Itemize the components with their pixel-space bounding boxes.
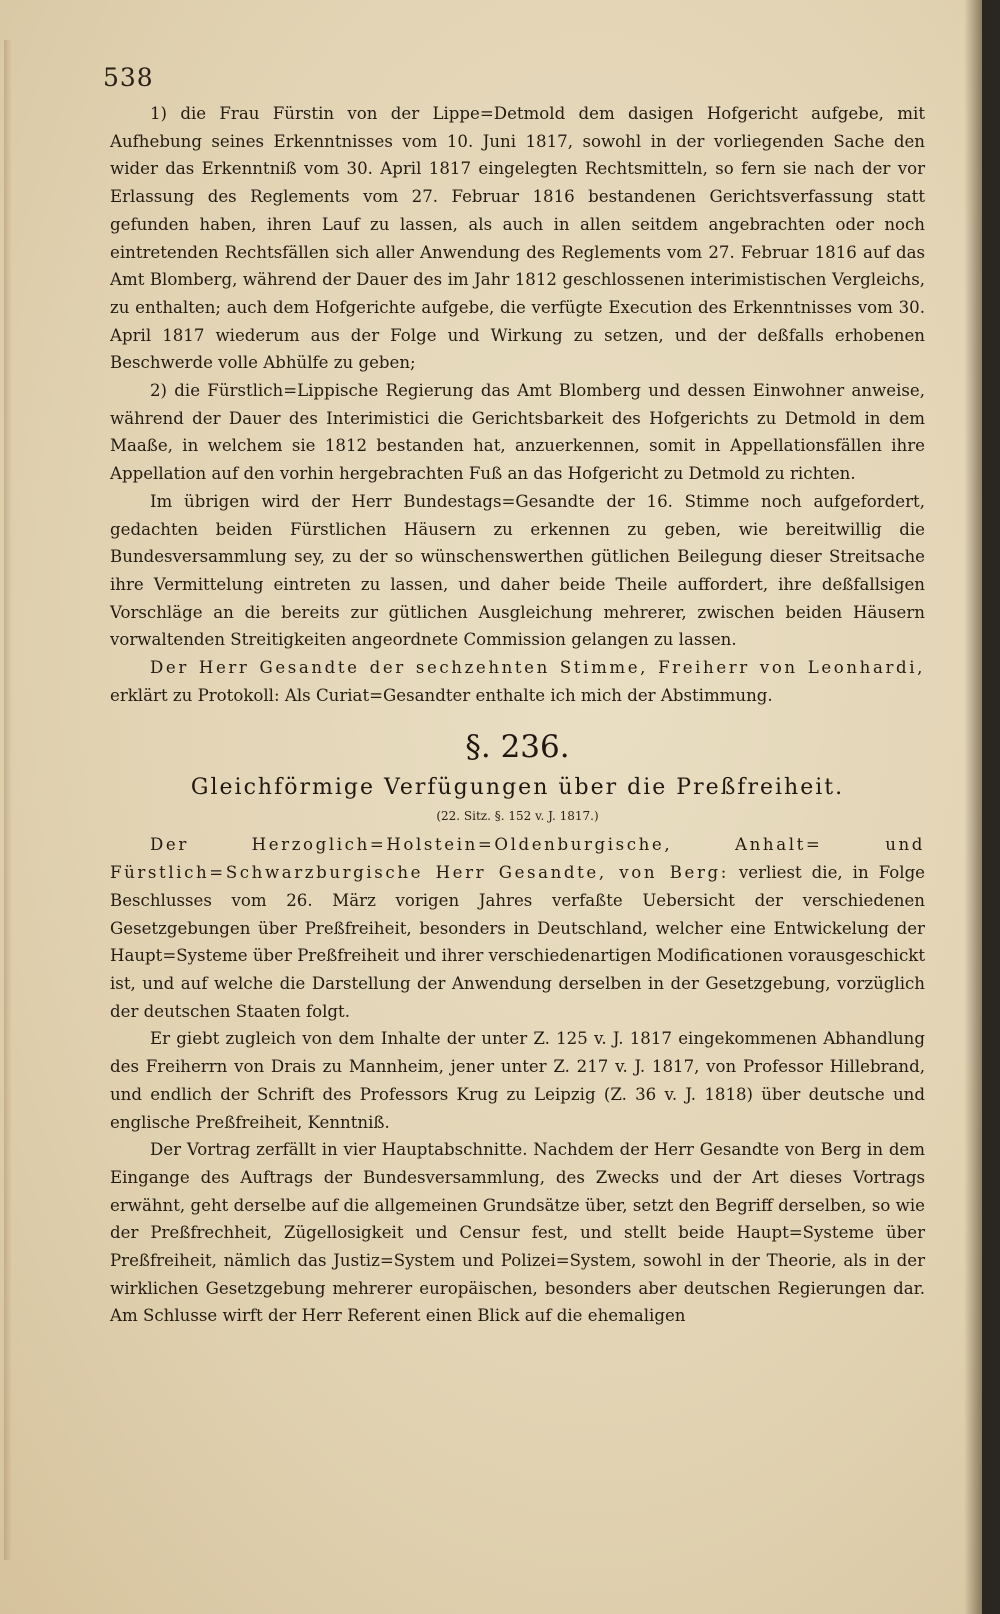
section-paragraph-1-rest: verliest die, in Folge Beschlusses vom 26. März vorigen Jahres verfaßte Uebersicht der verschiedenen Gesetzgebungen über Preßfreiheit, besonders in Deutschland, welcher eine Entwickelung der Haupt=Systeme über Preßfreiheit und ihrer verschiedenartigen Modificationen vorausgeschickt ist, und auf welche die Darstellung der Anwendung derselben in der Gesetzgebung, vorzüglich der deutschen Staaten folgt. <box>110 863 926 1021</box>
page-number: 538 <box>103 63 154 92</box>
text-block <box>110 100 925 1330</box>
section-paragraph-2: Er giebt zugleich von dem Inhalte der unter Z. 125 v. J. 1817 eingekommenen Abhandlung des Freiherrn von Drais zu Mannheim, jener unter Z. 217 v. J. 1817, von Professor Hillebrand, und endlich der Schrift des Professors Krug zu Leipzig (Z. 36 v. J. 1818) über deutsche und englische Preßfreiheit, Kenntniß. <box>110 1029 925 1132</box>
section-paragraph-1-lead: Der Herzoglich=Holstein=Oldenburgische, Anhalt= und Fürstlich=Schwarzburgische Herr Gesandte, von Berg: <box>110 835 925 883</box>
section-title: Gleichförmige Verfügungen über die Preßfreiheit. <box>190 775 845 801</box>
page-foxing <box>4 40 12 1560</box>
paragraph-declaration <box>110 654 925 709</box>
paragraph-resolution: Im übrigen wird der Herr Bundestags=Gesandte der 16. Stimme noch aufgefordert, gedachten beiden Fürstlichen Häusern zu erkennen zu geben, wie bereitwillig die Bundesversammlung sey, zu der so wünschenswerthen gütlichen Beilegung dieser Streitsache ihre Vermittelung eintreten zu lassen, und daher beide Theile auffordert, ihre deßfallsigen Vorschläge an die bereits zur gütlichen Ausgleichung mehrerer, zwischen beiden Häusern vorwaltenden Streitigkeiten angeordnete Commission gelangen zu lassen. <box>110 491 925 650</box>
paragraph-item-1: 1) die Frau Fürstin von der Lippe=Detmold dem dasigen Hofgericht aufgebe, mit Aufhebung seines Erkenntnisses vom 10. Juni 1817, sowohl in der vorliegenden Sache den wider das Erkenntniß vom 30. April 1817 eingelegten Rechtsmitteln, so fern sie nach der vor Erlassung des Reglements vom 27. Februar 1816 bestandenen Gerichtsverfassung statt gefunden haben, ihren Lauf zu lassen, als auch in allen seitdem angebrachten oder noch eintretenden Rechtsfällen sich aller Anwendung des Reglements vom 27. Februar 1816 auf das Amt Blomberg, während der Dauer des im Jahr 1812 geschlossenen interimistischen Vergleichs, zu enthalten; auch dem Hofgerichte aufgebe, die verfügte Execution des Erkenntnisses vom 30. April 1817 wiederum aus der Folge und Wirkung zu setzen, und der deßfalls erhobenen Beschwerde volle Abhülfe zu geben; <box>110 104 925 373</box>
declaration-lead: Der Herr Gesandte der sechzehnten Stimme, Freiherr von Leonhardi, <box>150 658 925 678</box>
declaration-rest: erklärt zu Protokoll: Als Curiat=Gesandter enthalte ich mich der Abstimmung. <box>110 685 773 705</box>
section-paragraph-1 <box>110 831 925 1025</box>
page-edge-shadow <box>964 0 982 1614</box>
paragraph-item-2: 2) die Fürstlich=Lippische Regierung das Amt Blomberg und dessen Einwohner anweise, während der Dauer des Interimistici die Gerichtsbarkeit des Hofgerichts zu Detmold in dem Maaße, in welchem sie 1812 bestanden hat, anzuerkennen, somit in Appellationsfällen ihre Appellation auf den vorhin hergebrachten Fuß an das Hofgericht zu Detmold zu richten. <box>110 381 925 484</box>
section-reference: (22. Sitz. §. 152 v. J. 1817.) <box>436 809 599 824</box>
section-number: §. 236. <box>465 729 570 766</box>
section-paragraph-3: Der Vortrag zerfällt in vier Hauptabschnitte. Nachdem der Herr Gesandte von Berg in dem Eingange des Auftrags der Bundesversammlung, des Zwecks und der Art dieses Vortrags erwähnt, geht derselbe auf die allgemeinen Grundsätze über, setzt den Begriff derselben, so wie der Preßfrechheit, Zügellosigkeit und Censur fest, und stellt beide Haupt=Systeme über Preßfreiheit, nämlich das Justiz=System und Polizei=System, sowohl in der Theorie, als in der wirklichen Gesetzgebung mehrerer europäischen, besonders aber deutschen Regierungen dar. Am Schlusse wirft der Herr Referent einen Blick auf die ehemaligen <box>110 1140 925 1326</box>
